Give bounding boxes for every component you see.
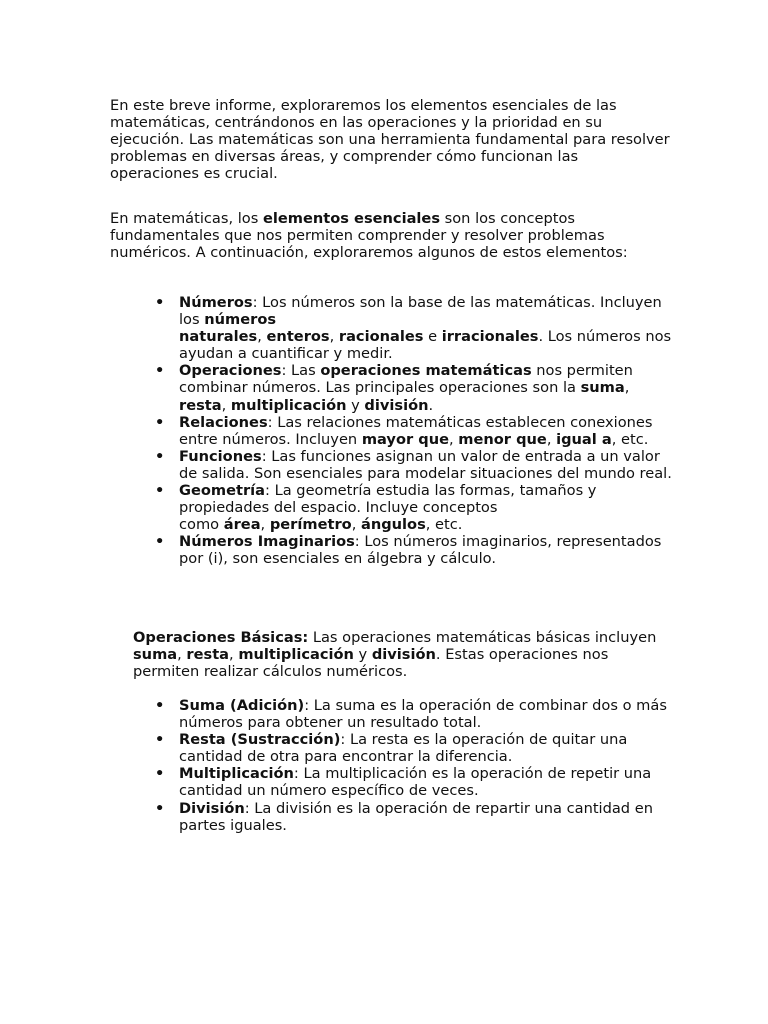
text: : La geometría estudia las formas, tamaños y propiedades del espacio. Incluye conceptos [179,482,597,517]
text: . Los números nos ayudan a cuantificar y medir. [179,328,672,363]
text: : Las funciones asignan un valor de entrada a un valor de salida. Son esenciales para modelar situaciones del mundo real. [179,447,672,482]
list-item-numeros-imaginarios [155,533,675,567]
bullet-icon: • [155,697,165,714]
bold-text: suma [580,379,625,397]
bullet-icon: • [155,413,165,431]
list-item-geometria [155,482,675,533]
bold-text: perímetro [269,516,352,534]
bullet-icon: • [155,533,165,551]
bold-text: mayor que [361,430,449,448]
text: , etc. [611,430,649,448]
text: e [423,328,442,346]
bullet-icon: • [155,294,165,311]
bold-text: menor que [458,430,547,448]
list-item-relaciones [155,414,675,448]
elements-intro-paragraph [110,210,670,261]
text: : La resta es la operación de quitar una cantidad de otra para encontrar la diferencia. [179,731,628,766]
text: . Estas operaciones nos permiten realizar cálculos numéricos. [133,646,609,681]
list-item-numeros [155,294,675,362]
text: nos permiten combinar números. Las principales operaciones son la [179,362,633,397]
bold-text: irracionales [441,328,539,346]
basic-operations-paragraph [133,629,673,680]
text: : La multiplicación es la operación de repetir una cantidad un número específico de veces. [179,765,652,800]
bold-text: igual a [556,430,612,448]
bold-text: división [364,396,429,414]
term: División [179,799,245,817]
text: , [257,328,267,346]
bold-text: suma [133,646,178,664]
text: Las operaciones matemáticas básicas incluyen [308,629,657,646]
text: como [179,516,224,534]
text: . [428,396,434,414]
bold-text: multiplicación [230,396,347,414]
bold-text: racionales [338,328,424,346]
text: : Las [281,362,321,380]
bullet-icon: • [155,765,165,783]
text: , [329,328,339,346]
bullet-icon: • [155,799,165,817]
text: y [353,646,372,664]
text: , [624,379,630,397]
text: , etc. [425,516,463,534]
term: Multiplicación [179,765,294,783]
text: , [260,516,270,534]
term: Geometría [179,482,266,500]
elements-list [155,294,675,568]
list-item-funciones [155,448,675,482]
list-item-resta [155,731,675,765]
text: : La división es la operación de repartir una cantidad en partes iguales. [179,799,653,834]
bold-text: operaciones matemáticas [320,362,532,380]
text: : Los números son la base de las matemáticas. Incluyen los [179,294,662,329]
list-item-suma [155,697,675,731]
term: Operaciones [179,362,282,380]
text: : Los números imaginarios, representados por (i), son esenciales en álgebra y cálculo. [179,533,662,568]
term: Resta (Sustracción) [179,731,341,749]
text: , [177,646,187,664]
bullet-icon: • [155,482,165,500]
section-heading: Operaciones Básicas: [133,629,309,646]
text: En matemáticas, los [110,210,263,227]
term: Números [179,294,253,311]
text: : Las relaciones matemáticas establecen conexiones entre números. Incluyen [179,413,653,448]
text: : La suma es la operación de combinar dos o más números para obtener un resultado total. [179,697,667,732]
list-item-division [155,800,675,834]
bold-text: enteros [266,328,330,346]
text: , [546,430,557,448]
bold-text: elementos esenciales [262,210,441,227]
bold-text: resta [179,396,222,414]
bold-text: área [223,516,261,534]
bold-text: división [371,646,436,664]
bold-text: ángulos [360,516,426,534]
bold-text: multiplicación [238,646,354,664]
bold-text: naturales [179,328,258,346]
term: Funciones [179,447,262,465]
bullet-icon: • [155,362,165,380]
list-item-operaciones [155,362,675,413]
list-item-multiplicacion [155,765,675,799]
operations-list [155,697,675,834]
bullet-icon: • [155,731,165,749]
text: , [221,396,231,414]
intro-paragraph: En este breve informe, exploraremos los elementos esenciales de las matemáticas, centrándonos en las operaciones y la prioridad en su ejecución. Las matemáticas son una herramienta fundamental para resolver problemas en diversas áreas, y comprender cómo funcionan las operaciones es crucial. [110,97,670,183]
bold-text: resta [186,646,230,664]
text: , [351,516,361,534]
text: , [448,430,459,448]
text: , [229,646,239,664]
bold-text: números [204,311,277,329]
term: Relaciones [179,413,268,431]
text: son los conceptos fundamentales que nos permiten comprender y resolver problemas numéricos. A continuación, exploraremos algunos de estos elementos: [110,210,628,262]
term: Suma (Adición) [179,697,305,714]
text: y [346,396,365,414]
term: Números Imaginarios [179,533,355,551]
bullet-icon: • [155,447,165,465]
